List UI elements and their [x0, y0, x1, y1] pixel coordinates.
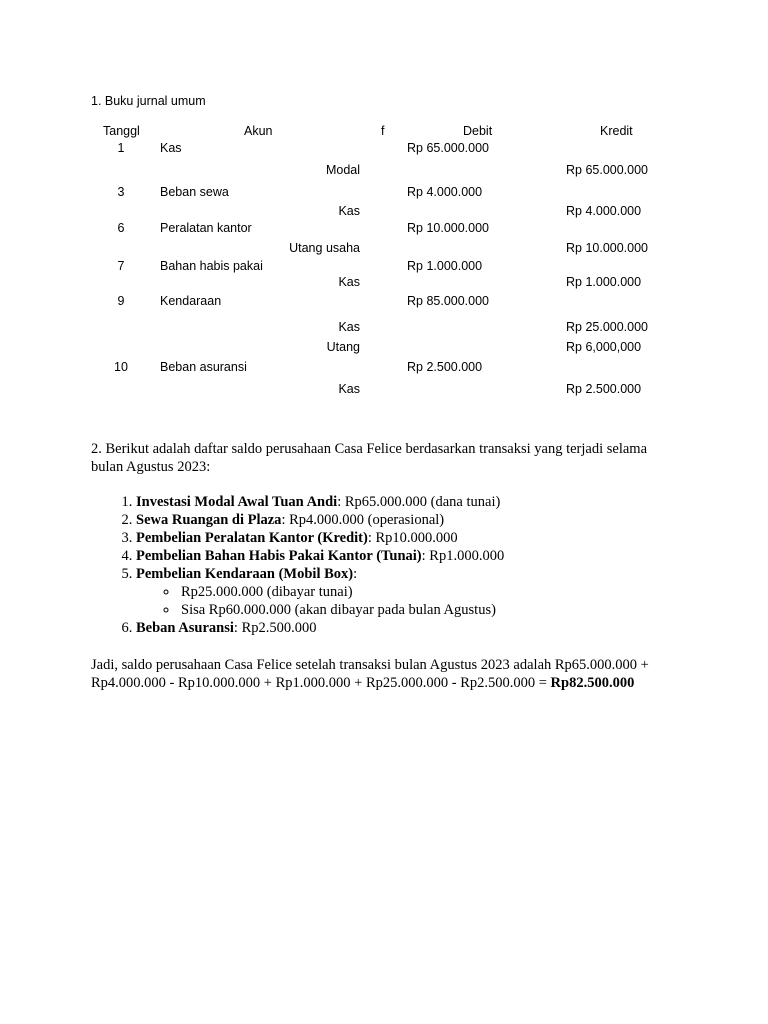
item-title: Investasi Modal Awal Tuan Andi — [136, 494, 338, 510]
row-date: 1 — [117, 141, 125, 155]
list-item — [136, 511, 696, 529]
list-item — [136, 493, 696, 511]
row-date: 10 — [114, 360, 128, 374]
row-account: Kendaraan — [160, 294, 222, 308]
column-header-debit: Debit — [463, 124, 493, 138]
column-header-date: Tanggl — [103, 124, 140, 138]
item-detail: : Rp4.000.000 (operasional) — [281, 512, 445, 528]
transaction-list — [91, 493, 696, 637]
balance-intro: 2. Berikut adalah daftar saldo perusahaan Casa Felice berdasarkan transaksi yang terjadi selama bulan Agustus 2023: — [91, 441, 648, 475]
row-credit: Rp 6,000,000 — [566, 340, 642, 354]
item-title: Pembelian Bahan Habis Pakai Kantor (Tunai) — [136, 548, 422, 564]
sub-item-text: Sisa Rp60.000.000 (akan dibayar pada bulan Agustus) — [181, 602, 496, 618]
row-credit: Rp 10.000.000 — [566, 241, 649, 255]
item-detail: : Rp1.000.000 — [421, 548, 505, 564]
row-account: Modal — [325, 163, 360, 177]
row-debit: Rp 1.000.000 — [407, 259, 483, 273]
conclusion-text: Jadi, saldo perusahaan Casa Felice setelah transaksi bulan Agustus 2023 adalah Rp65.000.000 + Rp4.000.000 - Rp10.000.000 + Rp1.000.000 + Rp25.000.000 - Rp2.500.000 = — [91, 657, 649, 691]
item-detail: : Rp2.500.000 — [233, 620, 317, 636]
sub-item-text: Rp25.000.000 (dibayar tunai) — [181, 584, 353, 600]
row-credit: Rp 4.000.000 — [566, 204, 642, 218]
row-date: 3 — [117, 185, 125, 199]
row-account: Kas — [160, 141, 182, 155]
list-item — [136, 547, 696, 565]
row-account: Kas — [338, 382, 360, 396]
row-credit: Rp 2.500.000 — [566, 382, 642, 396]
row-account: Utang usaha — [289, 241, 360, 255]
column-header-account: Akun — [244, 124, 273, 138]
item-detail: : — [353, 566, 358, 582]
row-credit: Rp 1.000.000 — [566, 275, 642, 289]
list-item — [136, 529, 696, 547]
row-account: Kas — [338, 275, 360, 289]
row-debit: Rp 65.000.000 — [407, 141, 490, 155]
row-debit: Rp 85.000.000 — [407, 294, 490, 308]
row-credit: Rp 65.000.000 — [566, 163, 649, 177]
sub-list-item — [179, 601, 696, 619]
row-account: Beban sewa — [160, 185, 229, 199]
sub-list-item — [179, 583, 696, 601]
row-debit: Rp 10.000.000 — [407, 221, 490, 235]
item-title: Pembelian Kendaraan (Mobil Box) — [136, 566, 354, 582]
column-header-ref: f — [381, 124, 385, 138]
row-credit: Rp 25.000.000 — [566, 320, 649, 334]
conclusion-total: Rp82.500.000 — [550, 675, 635, 691]
list-item — [136, 619, 696, 637]
journal-heading: 1. Buku jurnal umum — [91, 94, 206, 108]
row-date: 6 — [117, 221, 125, 235]
row-debit: Rp 4.000.000 — [407, 185, 483, 199]
row-account: Peralatan kantor — [160, 221, 252, 235]
row-account: Beban asuransi — [160, 360, 247, 374]
column-header-credit: Kredit — [600, 124, 633, 138]
row-date: 9 — [117, 294, 125, 308]
sub-list — [136, 583, 696, 619]
row-account: Kas — [338, 320, 360, 334]
row-account: Utang — [326, 340, 360, 354]
item-title: Sewa Ruangan di Plaza — [136, 512, 282, 528]
row-debit: Rp 2.500.000 — [407, 360, 483, 374]
item-title: Beban Asuransi — [136, 620, 234, 636]
row-account: Bahan habis pakai — [160, 259, 263, 273]
item-detail: : Rp65.000.000 (dana tunai) — [337, 494, 501, 510]
list-item — [136, 565, 696, 619]
row-account: Kas — [338, 204, 360, 218]
item-title: Pembelian Peralatan Kantor (Kredit) — [136, 530, 368, 546]
balance-conclusion — [91, 656, 671, 692]
item-detail: : Rp10.000.000 — [367, 530, 458, 546]
row-date: 7 — [117, 259, 125, 273]
